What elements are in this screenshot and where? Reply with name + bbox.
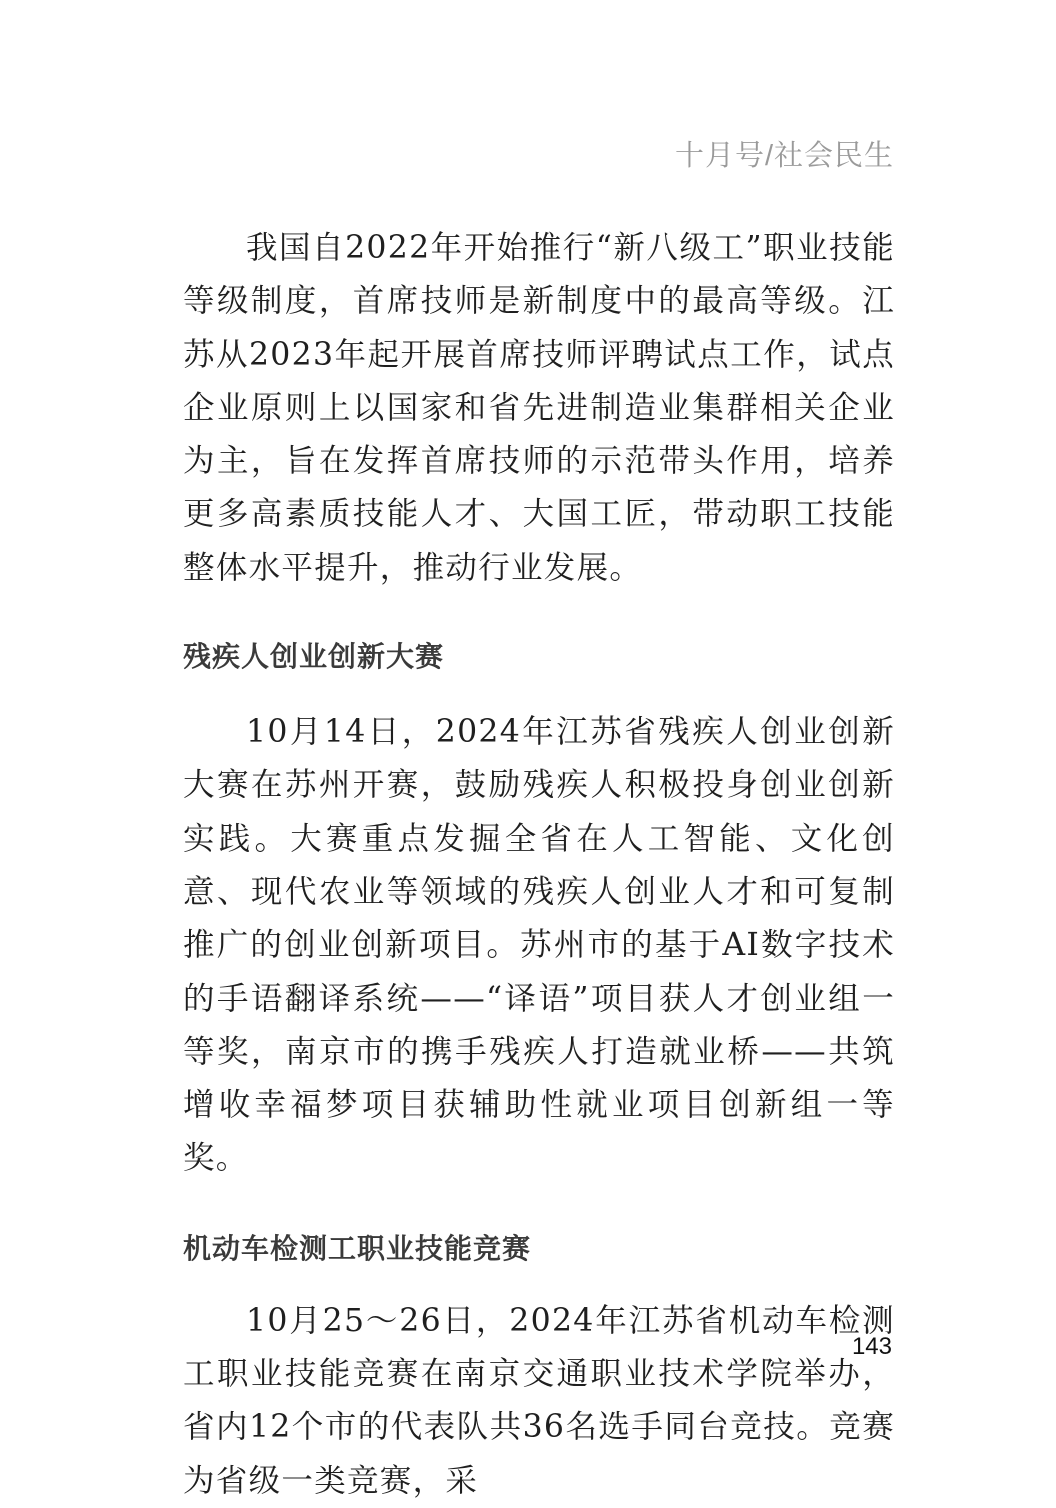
- article-paragraph: 10月25～26日，2024年江苏省机动车检测工职业技能竞赛在南京交通职业技术学院举办，省内12个市的代表队共36名选手同台竞技。竞赛为省级一类竞赛，采: [183, 1302, 895, 1499]
- page-number: 143: [851, 1333, 892, 1360]
- section-heading: 机动车检测工职业技能竞赛: [183, 1231, 532, 1265]
- running-header: 十月号/社会民生: [674, 140, 894, 172]
- article-body: [183, 222, 895, 1508]
- article-paragraph: 10月14日，2024年江苏省残疾人创业创新大赛在苏州开赛，鼓励残疾人积极投身创业创新实践。大赛重点发掘全省在人工智能、文化创意、现代农业等领域的残疾人创业人才和可复制推广的创业创新项目。苏州市的基于AI数字技术的手语翻译系统——“译语”项目获人才创业组一等奖，南京市的携手残疾人打造就业桥——共筑增收幸福梦项目获辅助性就业项目创新组一等奖。: [183, 714, 895, 1177]
- section-heading: 残疾人创业创新大赛: [183, 640, 445, 674]
- article-paragraph: 我国自2022年开始推行“新八级工”职业技能等级制度，首席技师是新制度中的最高等级。江苏从2023年起开展首席技师评聘试点工作，试点企业原则上以国家和省先进制造业集群相关企业为主，旨在发挥首席技师的示范带头作用，培养更多高素质技能人才、大国工匠，带动职工技能整体水平提升，推动行业发展。: [183, 230, 895, 586]
